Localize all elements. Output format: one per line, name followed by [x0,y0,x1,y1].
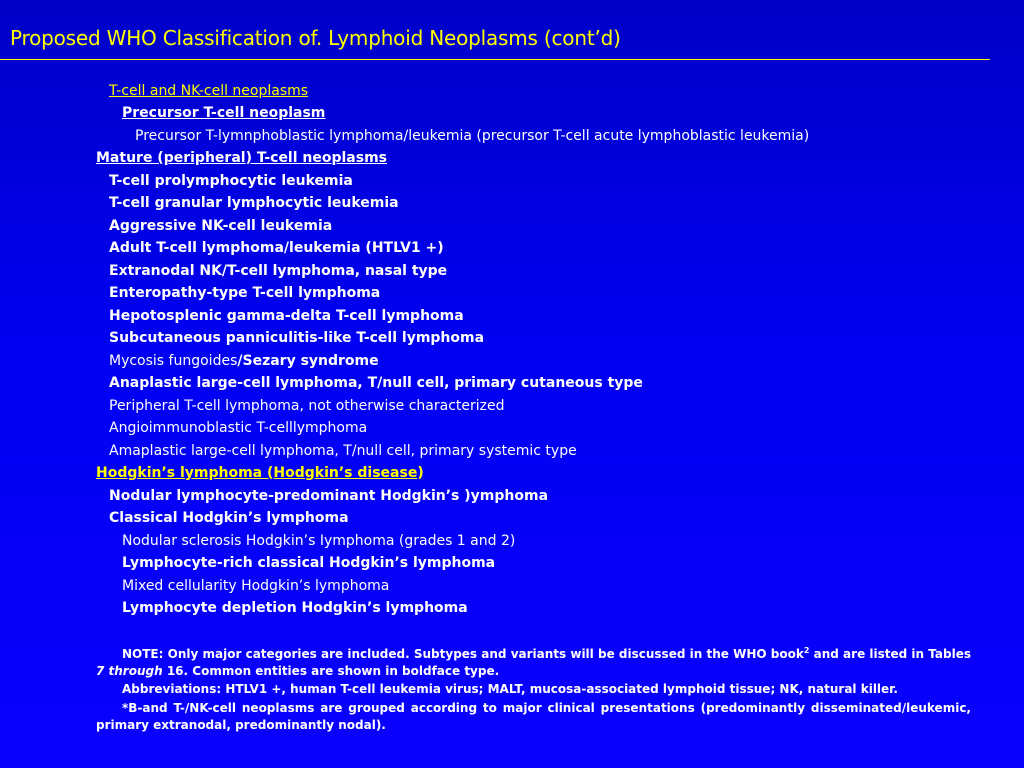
precursor-heading: Precursor T-cell neoplasm [122,105,326,121]
footnote-ref: 2 [803,646,810,655]
abbreviations-text: Abbreviations: HTLV1 +, human T-cell leukemia virus; MALT, mucosa-associated lymphoid tissue; NK, natural killer. [122,682,898,696]
slide-title: Proposed WHO Classification of. Lymphoid Neoplasms (cont’d) [10,26,621,50]
list-item: Mixed cellularity Hodgkin’s lymphoma [122,578,390,594]
list-item: Hepotosplenic gamma-delta T-cell lymphoma [109,308,464,324]
sezary-label: /Sezary syndrome [237,353,379,369]
list-item: Aggressive NK-cell leukemia [109,218,333,234]
grouping-paragraph [96,700,971,734]
note-text-3: 16. Common entities are shown in boldface type. [162,664,500,678]
list-item: Angioimmunoblastic T-celllymphoma [109,420,368,436]
hodgkin-heading-close: ) [417,465,424,481]
list-item: Lymphocyte depletion Hodgkin’s lymphoma [122,600,468,616]
note-text-2: and are listed in Tables [809,647,972,661]
note-text-1: NOTE: Only major categories are included. Subtypes and variants will be discussed in the WHO book [122,647,804,661]
mycosis-item [109,352,379,370]
abbreviations-paragraph [96,681,971,698]
list-item: Extranodal NK/T-cell lymphoma, nasal type [109,263,448,279]
list-item: Amaplastic large-cell lymphoma, T/null cell, primary systemic type [109,443,577,459]
note-paragraph [96,646,971,680]
mycosis-label: Mycosis fungoides [109,353,238,369]
list-item: T-cell prolymphocytic leukemia [109,173,353,189]
tnk-heading: T-cell and NK-cell neoplasms [109,83,309,99]
note-italic: 7 through [96,664,163,678]
precursor-item: Precursor T-lymnphoblastic lymphoma/leukemia (precursor T-cell acute lymphoblastic leukemia) [135,128,810,144]
title-underline-divider [0,59,990,60]
list-item: Enteropathy-type T-cell lymphoma [109,285,381,301]
grouping-text: *B-and T-/NK-cell neoplasms are grouped according to major clinical presentations (predominantly disseminated/leukemic, primary extranodal, predominantly nodal). [96,701,971,732]
list-item: Adult T-cell lymphoma/leukemia (HTLV1 +) [109,240,444,256]
list-item: Anaplastic large-cell lymphoma, T/null cell, primary cutaneous type [109,375,643,391]
list-item: Lymphocyte-rich classical Hodgkin’s lymphoma [122,555,496,571]
list-item: Nodular lymphocyte-predominant Hodgkin’s )ymphoma [109,488,549,504]
hodgkin-heading [96,464,424,482]
list-item: Nodular sclerosis Hodgkin’s Iymphoma (grades 1 and 2) [122,533,516,549]
list-item: Classical Hodgkin’s lymphoma [109,510,349,526]
list-item: T-cell granular lymphocytic leukemia [109,195,399,211]
list-item: Peripheral T-cell lymphoma, not otherwise characterized [109,398,505,414]
hodgkin-heading-text: Hodgkin’s lymphoma (Hodgkin’s disease [96,465,418,481]
list-item: Subcutaneous panniculitis-like T-cell lymphoma [109,330,485,346]
mature-heading: Mature (peripheral) T-cell neoplasms [96,150,388,166]
